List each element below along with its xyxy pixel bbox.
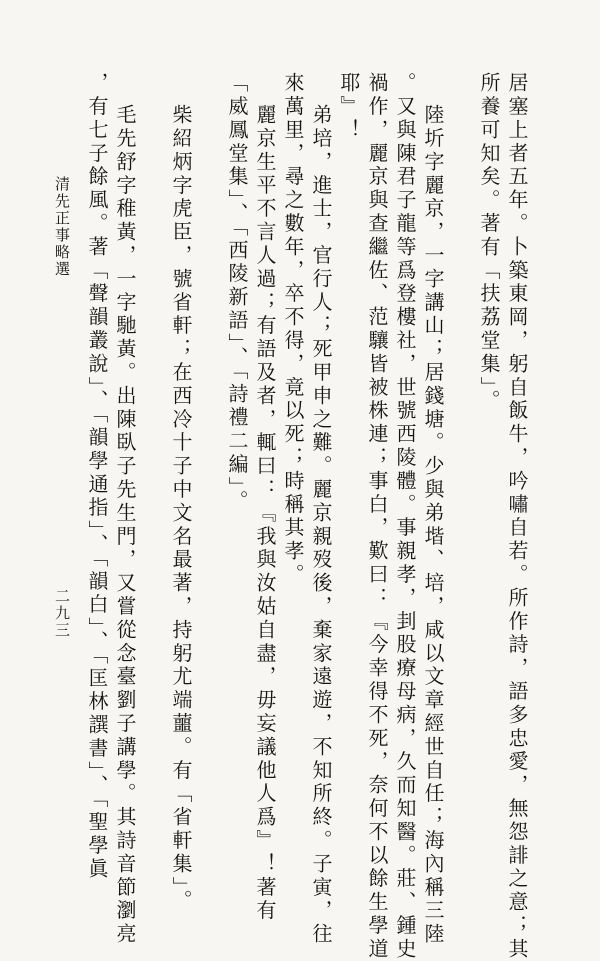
text-column-9: 來萬里，尋之數年，卒不得，竟以死；時稱其孝。 xyxy=(281,72,305,587)
text-column-8: 弟培，進士，官行人；死甲申之難。麗京親歿後，棄家遠遊，不知所終。子寅，往 xyxy=(309,104,333,947)
text-column-15: 毛先舒字稚黃，一字馳黃。出陳臥子先生門，又嘗從念臺劉子講學。其詩音節瀏亮 xyxy=(113,104,137,947)
text-column-13: 柴紹炳字虎臣，號省軒；在西冷十子中文名最著，持躬尤端蘁。有「省軒集」。 xyxy=(169,104,193,913)
text-column-10: 麗京生平不言人過；有語及者，輒曰：『我與汝姑自盡，毋妄議他人爲』！著有 xyxy=(253,104,277,923)
text-column-5: 。又與陳君子龍等爲登樓社，世號西陵體。事親孝，刲股療母病，久而知醫。莊、鍾史 xyxy=(393,72,417,961)
text-column-11: 「威鳳堂集」、「西陵新語」、「詩禮二編」。 xyxy=(225,72,249,514)
running-title: 清先正事略選 xyxy=(53,176,71,278)
text-column-1: 居塞上者五年。卜築東岡，躬自飯牛，吟嘯自若。所作詩，語多忠愛，無怨誹之意；其 xyxy=(505,72,529,961)
text-column-2: 所養可知矣。著有「扶荔堂集」。 xyxy=(477,72,501,413)
text-column-16: ，有七子餘風。著「聲韻叢說」、「韻學通指」、「韻白」、「匡林譔書」、「聖學眞 xyxy=(85,72,109,882)
text-column-7: 耶』！ xyxy=(337,72,361,143)
page-number: 二九三 xyxy=(53,588,71,639)
text-column-6: 禍作，麗京與查繼佐、范驤皆被株連；事白，歎曰：『今幸得不死，奈何不以餘生學道 xyxy=(365,72,389,961)
text-column-4: 陸圻字麗京，一字講山；居錢塘。少與弟堦、培，咸以文章經世自任；海內稱三陸 xyxy=(421,104,445,947)
